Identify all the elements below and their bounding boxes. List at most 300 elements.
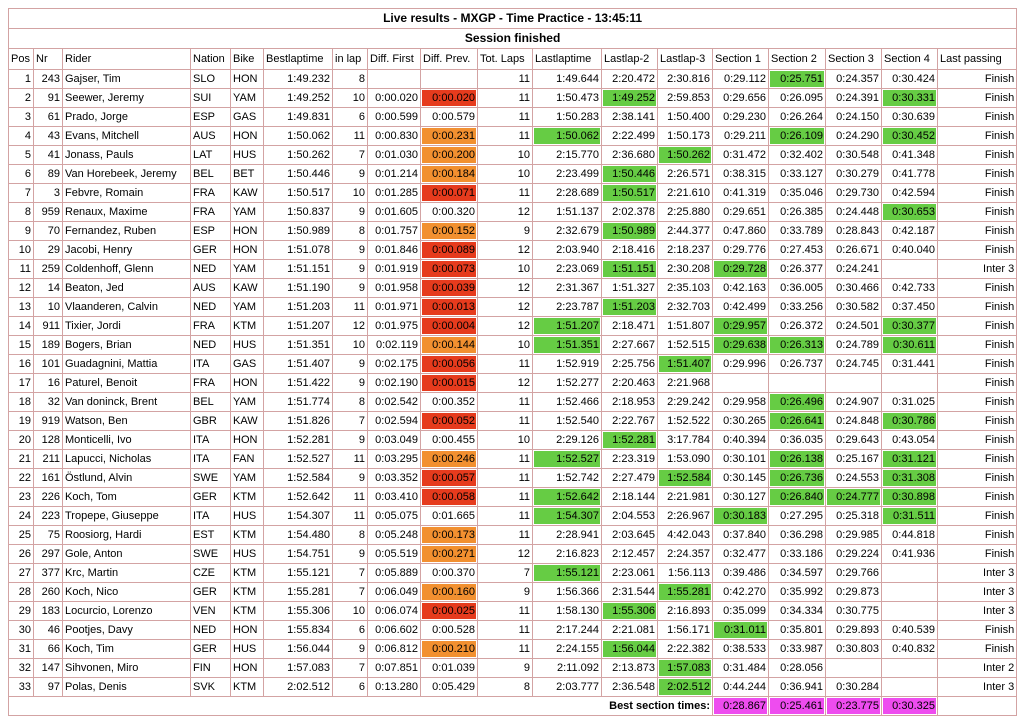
cell-nr: 377 — [34, 564, 63, 583]
cell-section-4: 0:31.511 — [882, 507, 938, 526]
cell-section-3: 0:30.775 — [826, 602, 882, 621]
cell-pos: 5 — [9, 146, 34, 165]
cell-section-1: 0:29.958 — [713, 393, 769, 412]
cell-bestlaptime: 1:50.517 — [264, 184, 333, 203]
cell-diff-prev: 0:01.665 — [421, 507, 478, 526]
header-lastlaptime: Lastlaptime — [533, 49, 602, 70]
cell-diff-first: 0:05.248 — [368, 526, 421, 545]
cell-lastlaptime: 1:58.130 — [533, 602, 602, 621]
cell-pos: 7 — [9, 184, 34, 203]
cell-bestlaptime: 1:50.446 — [264, 165, 333, 184]
cell-in-lap: 9 — [333, 545, 368, 564]
cell-rider: Guadagnini, Mattia — [63, 355, 191, 374]
table-row — [9, 469, 1017, 488]
cell-section-2: 0:26.385 — [769, 203, 826, 222]
cell-last-passing: Finish — [938, 222, 1017, 241]
cell-section-2: 0:27.453 — [769, 241, 826, 260]
cell-in-lap: 6 — [333, 621, 368, 640]
cell-diff-prev: 0:00.089 — [421, 241, 478, 260]
cell-lastlap-2: 2:20.472 — [602, 70, 658, 89]
cell-tot-laps: 11 — [478, 184, 533, 203]
cell-rider: Van doninck, Brent — [63, 393, 191, 412]
cell-section-1: 0:29.656 — [713, 89, 769, 108]
cell-section-2: 0:35.992 — [769, 583, 826, 602]
cell-nation: SWE — [191, 545, 231, 564]
cell-bike: YAM — [231, 203, 264, 222]
cell-bike: KAW — [231, 412, 264, 431]
cell-bestlaptime: 1:51.351 — [264, 336, 333, 355]
cell-lastlap-3: 1:55.281 — [658, 583, 713, 602]
cell-bike: HON — [231, 127, 264, 146]
cell-bike: KAW — [231, 184, 264, 203]
best-section-3: 0:23.775 — [826, 697, 882, 716]
cell-diff-first: 0:05.519 — [368, 545, 421, 564]
cell-in-lap: 9 — [333, 203, 368, 222]
cell-diff-first: 0:06.812 — [368, 640, 421, 659]
cell-section-2: 0:33.789 — [769, 222, 826, 241]
cell-lastlap-3: 2:18.237 — [658, 241, 713, 260]
cell-diff-first: 0:06.074 — [368, 602, 421, 621]
cell-section-2 — [769, 374, 826, 393]
cell-pos: 27 — [9, 564, 34, 583]
cell-bike: YAM — [231, 298, 264, 317]
cell-nation: ITA — [191, 507, 231, 526]
cell-section-4: 0:40.040 — [882, 241, 938, 260]
cell-nr: 43 — [34, 127, 63, 146]
cell-pos: 31 — [9, 640, 34, 659]
cell-diff-first: 0:00.020 — [368, 89, 421, 108]
cell-in-lap: 12 — [333, 317, 368, 336]
cell-last-passing: Inter 3 — [938, 602, 1017, 621]
cell-diff-first: 0:02.190 — [368, 374, 421, 393]
cell-lastlap-2: 1:50.446 — [602, 165, 658, 184]
header-diff-first: Diff. First — [368, 49, 421, 70]
cell-bike: FAN — [231, 450, 264, 469]
cell-nr: 189 — [34, 336, 63, 355]
header-bestlaptime: Bestlaptime — [264, 49, 333, 70]
cell-nation: NED — [191, 298, 231, 317]
cell-section-3: 0:29.873 — [826, 583, 882, 602]
cell-diff-first: 0:01.605 — [368, 203, 421, 222]
cell-section-3: 0:30.803 — [826, 640, 882, 659]
cell-diff-prev: 0:00.025 — [421, 602, 478, 621]
cell-nation: GER — [191, 640, 231, 659]
cell-section-4: 0:41.778 — [882, 165, 938, 184]
cell-last-passing: Finish — [938, 431, 1017, 450]
cell-bestlaptime: 1:51.207 — [264, 317, 333, 336]
cell-rider: Locurcio, Lorenzo — [63, 602, 191, 621]
cell-rider: Watson, Ben — [63, 412, 191, 431]
header-section-4: Section 4 — [882, 49, 938, 70]
cell-section-3: 0:30.284 — [826, 678, 882, 697]
cell-diff-first: 0:01.757 — [368, 222, 421, 241]
cell-pos: 9 — [9, 222, 34, 241]
cell-diff-prev: 0:00.246 — [421, 450, 478, 469]
results-body — [9, 70, 1017, 697]
cell-pos: 2 — [9, 89, 34, 108]
cell-section-4: 0:42.187 — [882, 222, 938, 241]
header-last-passing: Last passing — [938, 49, 1017, 70]
cell-section-2: 0:26.264 — [769, 108, 826, 127]
cell-nr: 101 — [34, 355, 63, 374]
cell-tot-laps: 12 — [478, 317, 533, 336]
cell-bestlaptime: 1:51.151 — [264, 260, 333, 279]
cell-section-1: 0:47.860 — [713, 222, 769, 241]
table-row — [9, 279, 1017, 298]
cell-lastlaptime: 1:50.473 — [533, 89, 602, 108]
cell-section-3: 0:30.582 — [826, 298, 882, 317]
cell-tot-laps: 11 — [478, 469, 533, 488]
cell-rider: Koch, Tom — [63, 488, 191, 507]
cell-section-1: 0:29.112 — [713, 70, 769, 89]
cell-diff-prev: 0:00.052 — [421, 412, 478, 431]
cell-lastlap-2: 2:25.756 — [602, 355, 658, 374]
cell-lastlap-2: 2:36.680 — [602, 146, 658, 165]
cell-section-2: 0:26.496 — [769, 393, 826, 412]
cell-lastlap-2: 2:18.471 — [602, 317, 658, 336]
cell-diff-prev: 0:00.271 — [421, 545, 478, 564]
cell-lastlap-3: 1:57.083 — [658, 659, 713, 678]
cell-nr: 75 — [34, 526, 63, 545]
cell-last-passing: Inter 2 — [938, 659, 1017, 678]
cell-last-passing: Finish — [938, 70, 1017, 89]
cell-lastlap-2: 2:13.873 — [602, 659, 658, 678]
cell-bike: KTM — [231, 317, 264, 336]
cell-last-passing: Finish — [938, 450, 1017, 469]
cell-lastlap-3: 1:50.262 — [658, 146, 713, 165]
cell-nr: 91 — [34, 89, 63, 108]
cell-last-passing: Finish — [938, 526, 1017, 545]
cell-bike: HON — [231, 659, 264, 678]
table-row — [9, 526, 1017, 545]
cell-diff-first: 0:13.280 — [368, 678, 421, 697]
cell-section-3: 0:30.466 — [826, 279, 882, 298]
cell-last-passing: Finish — [938, 412, 1017, 431]
cell-rider: Krc, Martin — [63, 564, 191, 583]
cell-nr: 260 — [34, 583, 63, 602]
cell-lastlap-2: 2:04.553 — [602, 507, 658, 526]
cell-section-4: 0:37.450 — [882, 298, 938, 317]
cell-lastlap-3: 2:26.967 — [658, 507, 713, 526]
cell-last-passing: Finish — [938, 298, 1017, 317]
cell-lastlaptime: 2:03.777 — [533, 678, 602, 697]
cell-pos: 10 — [9, 241, 34, 260]
cell-lastlap-3: 4:42.043 — [658, 526, 713, 545]
cell-tot-laps: 11 — [478, 70, 533, 89]
table-row — [9, 659, 1017, 678]
cell-section-2: 0:35.046 — [769, 184, 826, 203]
cell-nr: 226 — [34, 488, 63, 507]
cell-section-3: 0:24.848 — [826, 412, 882, 431]
cell-section-2: 0:36.035 — [769, 431, 826, 450]
cell-bestlaptime: 1:51.203 — [264, 298, 333, 317]
cell-lastlap-2: 2:22.767 — [602, 412, 658, 431]
cell-lastlap-3: 1:50.173 — [658, 127, 713, 146]
cell-last-passing: Finish — [938, 374, 1017, 393]
cell-section-3: 0:29.766 — [826, 564, 882, 583]
cell-section-1: 0:31.472 — [713, 146, 769, 165]
cell-bestlaptime: 1:55.281 — [264, 583, 333, 602]
cell-nation: ITA — [191, 355, 231, 374]
cell-lastlap-2: 1:51.327 — [602, 279, 658, 298]
cell-diff-prev: 0:00.057 — [421, 469, 478, 488]
cell-tot-laps: 8 — [478, 678, 533, 697]
cell-diff-first — [368, 70, 421, 89]
cell-pos: 17 — [9, 374, 34, 393]
cell-rider: Polas, Denis — [63, 678, 191, 697]
cell-bike: KTM — [231, 488, 264, 507]
cell-section-3: 0:29.985 — [826, 526, 882, 545]
cell-lastlaptime: 1:52.527 — [533, 450, 602, 469]
cell-nr: 959 — [34, 203, 63, 222]
table-row — [9, 70, 1017, 89]
cell-in-lap: 11 — [333, 507, 368, 526]
cell-section-2: 0:25.751 — [769, 70, 826, 89]
cell-tot-laps: 7 — [478, 564, 533, 583]
cell-lastlaptime: 2:15.770 — [533, 146, 602, 165]
table-row — [9, 374, 1017, 393]
cell-rider: Monticelli, Ivo — [63, 431, 191, 450]
best-section-times-row — [9, 697, 1017, 716]
cell-section-4 — [882, 678, 938, 697]
cell-last-passing: Finish — [938, 621, 1017, 640]
cell-nr: 46 — [34, 621, 63, 640]
cell-last-passing: Finish — [938, 640, 1017, 659]
cell-section-4: 0:40.832 — [882, 640, 938, 659]
cell-diff-prev: 0:05.429 — [421, 678, 478, 697]
cell-rider: Roosiorg, Hardi — [63, 526, 191, 545]
cell-lastlaptime: 2:11.092 — [533, 659, 602, 678]
cell-rider: Pootjes, Davy — [63, 621, 191, 640]
cell-tot-laps: 11 — [478, 621, 533, 640]
header-lastlap-3: Lastlap-3 — [658, 49, 713, 70]
cell-section-3: 0:24.290 — [826, 127, 882, 146]
cell-diff-first: 0:06.049 — [368, 583, 421, 602]
cell-last-passing: Finish — [938, 108, 1017, 127]
header-lastlap-2: Lastlap-2 — [602, 49, 658, 70]
cell-bike: KTM — [231, 602, 264, 621]
cell-section-1: 0:29.211 — [713, 127, 769, 146]
cell-nation: FIN — [191, 659, 231, 678]
table-row — [9, 621, 1017, 640]
cell-tot-laps: 9 — [478, 659, 533, 678]
cell-lastlap-3: 2:29.242 — [658, 393, 713, 412]
cell-diff-prev: 0:00.004 — [421, 317, 478, 336]
cell-diff-prev: 0:00.071 — [421, 184, 478, 203]
cell-lastlaptime: 2:03.940 — [533, 241, 602, 260]
cell-section-4: 0:30.424 — [882, 70, 938, 89]
cell-lastlaptime: 1:52.540 — [533, 412, 602, 431]
cell-diff-prev: 0:00.073 — [421, 260, 478, 279]
cell-last-passing: Finish — [938, 393, 1017, 412]
cell-pos: 12 — [9, 279, 34, 298]
cell-bike: HON — [231, 431, 264, 450]
table-row — [9, 412, 1017, 431]
table-row — [9, 222, 1017, 241]
cell-tot-laps: 12 — [478, 298, 533, 317]
cell-lastlap-2: 2:38.141 — [602, 108, 658, 127]
cell-section-2: 0:36.298 — [769, 526, 826, 545]
cell-lastlaptime: 1:52.466 — [533, 393, 602, 412]
cell-section-1: 0:39.486 — [713, 564, 769, 583]
cell-nation: FRA — [191, 374, 231, 393]
title-row — [9, 9, 1017, 29]
cell-diff-prev: 0:00.020 — [421, 89, 478, 108]
cell-in-lap: 11 — [333, 298, 368, 317]
cell-nr: 223 — [34, 507, 63, 526]
cell-last-passing: Finish — [938, 336, 1017, 355]
cell-nation: ESP — [191, 222, 231, 241]
cell-tot-laps: 11 — [478, 355, 533, 374]
cell-section-1: 0:29.638 — [713, 336, 769, 355]
cell-section-1: 0:42.270 — [713, 583, 769, 602]
cell-lastlap-3: 2:32.703 — [658, 298, 713, 317]
cell-last-passing: Finish — [938, 127, 1017, 146]
cell-last-passing: Inter 3 — [938, 678, 1017, 697]
cell-diff-first: 0:06.602 — [368, 621, 421, 640]
cell-lastlap-3: 2:02.512 — [658, 678, 713, 697]
table-row — [9, 298, 1017, 317]
cell-in-lap: 7 — [333, 659, 368, 678]
cell-tot-laps: 9 — [478, 583, 533, 602]
cell-bestlaptime: 1:55.834 — [264, 621, 333, 640]
cell-nation: FRA — [191, 203, 231, 222]
cell-lastlap-3: 2:25.880 — [658, 203, 713, 222]
cell-bike: HUS — [231, 146, 264, 165]
cell-pos: 24 — [9, 507, 34, 526]
cell-section-4: 0:40.539 — [882, 621, 938, 640]
cell-section-4: 0:31.308 — [882, 469, 938, 488]
cell-section-3: 0:29.730 — [826, 184, 882, 203]
cell-nation: GER — [191, 488, 231, 507]
table-row — [9, 241, 1017, 260]
cell-lastlap-2: 2:23.319 — [602, 450, 658, 469]
cell-diff-prev: 0:00.013 — [421, 298, 478, 317]
cell-section-3: 0:24.391 — [826, 89, 882, 108]
cell-lastlap-2: 2:18.416 — [602, 241, 658, 260]
cell-tot-laps: 12 — [478, 374, 533, 393]
cell-section-1: 0:29.728 — [713, 260, 769, 279]
cell-section-2: 0:26.372 — [769, 317, 826, 336]
cell-rider: Gole, Anton — [63, 545, 191, 564]
cell-rider: Bogers, Brian — [63, 336, 191, 355]
cell-nr: 10 — [34, 298, 63, 317]
cell-bike: HON — [231, 70, 264, 89]
cell-nation: SWE — [191, 469, 231, 488]
cell-lastlap-3: 2:59.853 — [658, 89, 713, 108]
cell-diff-first: 0:01.846 — [368, 241, 421, 260]
table-row — [9, 336, 1017, 355]
table-row — [9, 640, 1017, 659]
cell-nr: 919 — [34, 412, 63, 431]
cell-section-4: 0:30.452 — [882, 127, 938, 146]
cell-tot-laps: 12 — [478, 203, 533, 222]
cell-lastlaptime: 2:31.367 — [533, 279, 602, 298]
cell-tot-laps: 12 — [478, 241, 533, 260]
cell-section-1: 0:40.394 — [713, 431, 769, 450]
cell-nation: ITA — [191, 450, 231, 469]
cell-section-3: 0:28.843 — [826, 222, 882, 241]
cell-in-lap: 11 — [333, 488, 368, 507]
cell-section-3: 0:24.553 — [826, 469, 882, 488]
cell-diff-first: 0:01.958 — [368, 279, 421, 298]
header-diff-prev: Diff. Prev. — [421, 49, 478, 70]
cell-diff-prev: 0:01.039 — [421, 659, 478, 678]
cell-nation: ESP — [191, 108, 231, 127]
cell-last-passing: Finish — [938, 279, 1017, 298]
cell-lastlap-2: 2:36.548 — [602, 678, 658, 697]
cell-section-1: 0:32.477 — [713, 545, 769, 564]
cell-bike: KTM — [231, 564, 264, 583]
cell-rider: Fernandez, Ruben — [63, 222, 191, 241]
cell-bike: YAM — [231, 260, 264, 279]
cell-section-4 — [882, 564, 938, 583]
cell-in-lap: 6 — [333, 678, 368, 697]
cell-section-3: 0:24.777 — [826, 488, 882, 507]
cell-lastlaptime: 2:23.499 — [533, 165, 602, 184]
cell-pos: 23 — [9, 488, 34, 507]
cell-in-lap: 10 — [333, 184, 368, 203]
cell-rider: Sihvonen, Miro — [63, 659, 191, 678]
cell-section-1: 0:29.651 — [713, 203, 769, 222]
cell-pos: 20 — [9, 431, 34, 450]
cell-section-2: 0:28.056 — [769, 659, 826, 678]
cell-pos: 33 — [9, 678, 34, 697]
cell-tot-laps: 10 — [478, 260, 533, 279]
cell-in-lap: 9 — [333, 374, 368, 393]
cell-section-3: 0:30.279 — [826, 165, 882, 184]
cell-lastlap-2: 2:22.499 — [602, 127, 658, 146]
cell-tot-laps: 11 — [478, 108, 533, 127]
cell-last-passing: Finish — [938, 89, 1017, 108]
cell-section-2: 0:36.941 — [769, 678, 826, 697]
cell-section-2: 0:34.334 — [769, 602, 826, 621]
cell-lastlaptime: 1:49.644 — [533, 70, 602, 89]
cell-nr: 32 — [34, 393, 63, 412]
cell-bike: HON — [231, 241, 264, 260]
cell-section-2: 0:26.313 — [769, 336, 826, 355]
cell-section-1: 0:30.101 — [713, 450, 769, 469]
cell-section-4 — [882, 374, 938, 393]
cell-rider: Jonass, Pauls — [63, 146, 191, 165]
cell-bike: KTM — [231, 526, 264, 545]
cell-in-lap: 8 — [333, 70, 368, 89]
cell-section-3: 0:26.671 — [826, 241, 882, 260]
cell-rider: Vlaanderen, Calvin — [63, 298, 191, 317]
cell-lastlaptime: 1:52.277 — [533, 374, 602, 393]
cell-in-lap: 7 — [333, 412, 368, 431]
cell-nr: 97 — [34, 678, 63, 697]
cell-bestlaptime: 1:57.083 — [264, 659, 333, 678]
cell-diff-first: 0:01.030 — [368, 146, 421, 165]
cell-section-4: 0:41.348 — [882, 146, 938, 165]
cell-lastlap-2: 2:27.667 — [602, 336, 658, 355]
cell-section-1: 0:42.163 — [713, 279, 769, 298]
cell-lastlap-3: 1:53.090 — [658, 450, 713, 469]
cell-bestlaptime: 1:52.584 — [264, 469, 333, 488]
table-row — [9, 184, 1017, 203]
header-in-lap: in lap — [333, 49, 368, 70]
cell-tot-laps: 11 — [478, 393, 533, 412]
cell-rider: Tropepe, Giuseppe — [63, 507, 191, 526]
cell-lastlaptime: 2:17.244 — [533, 621, 602, 640]
cell-in-lap: 9 — [333, 165, 368, 184]
cell-nation: NED — [191, 336, 231, 355]
cell-section-4: 0:30.653 — [882, 203, 938, 222]
table-row — [9, 564, 1017, 583]
cell-last-passing: Inter 3 — [938, 583, 1017, 602]
table-row — [9, 602, 1017, 621]
